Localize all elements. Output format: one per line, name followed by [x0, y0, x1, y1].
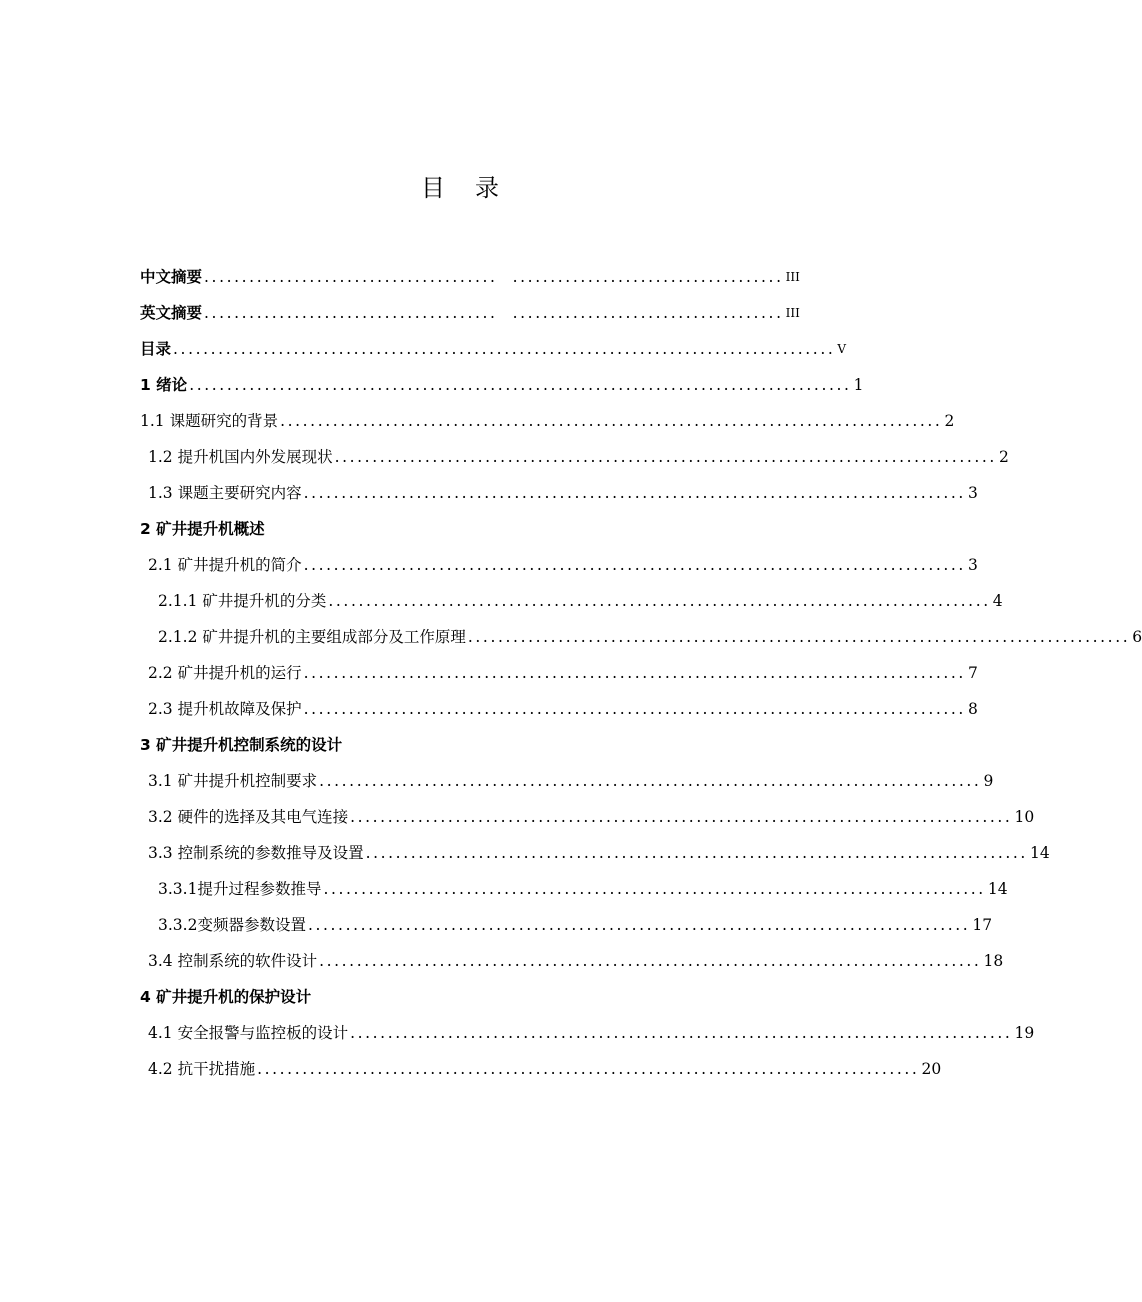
toc-entry-3-4[interactable] [148, 942, 1004, 972]
toc-entry-1-3[interactable] [148, 474, 978, 504]
toc-entry-ch3[interactable] [140, 726, 780, 756]
toc-entry-page: 8 [967, 700, 978, 718]
toc-entry-label: 2.3 提升机故障及保护 [148, 700, 302, 718]
toc-entry-label: 3.2 硬件的选择及其电气连接 [148, 808, 349, 826]
toc-entry-page: 2 [944, 412, 955, 430]
toc-leader-dots: ........................................................................................ [280, 412, 943, 430]
toc-entry-4-1[interactable] [148, 1014, 1035, 1044]
toc-entry-label: 2.1.1 矿井提升机的分类 [158, 592, 327, 610]
toc-entry-page: III [785, 306, 800, 320]
toc-entry-1-1[interactable] [140, 402, 955, 432]
toc-entry-label: 3 矿井提升机控制系统的设计 [140, 736, 343, 754]
toc-entry-ch1[interactable] [140, 366, 864, 396]
toc-entry-4-2[interactable] [148, 1050, 942, 1080]
toc-leader-dots: ........................................................................................ [350, 808, 1013, 826]
toc-leader-dots: ........................................................................................ [319, 952, 982, 970]
toc-entry-label: 2.1 矿井提升机的简介 [148, 556, 302, 574]
toc-entry-page: V [837, 342, 847, 356]
toc-entry-page: 6 [1132, 628, 1142, 646]
toc-entry-3-1[interactable] [148, 762, 994, 792]
toc-leader-dots: ........................................................................................ [350, 1024, 1013, 1042]
toc-leader-dots: ........................................................................................ [303, 556, 966, 574]
toc-entry-label: 1.1 课题研究的背景 [140, 412, 279, 430]
toc-entry-label: 3.3.2变频器参数设置 [158, 916, 306, 934]
toc-leader-dots: ........................................................................................ [303, 664, 966, 682]
toc-leader-dots: ........................................................................................ [307, 916, 971, 934]
toc-entry-label: 目录 [140, 340, 172, 358]
toc-entry-label: 2.1.2 矿井提升机的主要组成部分及工作原理 [158, 628, 466, 646]
toc-entry-page: 14 [1029, 844, 1050, 862]
toc-entry-label: 3.4 控制系统的软件设计 [148, 952, 318, 970]
toc-leader-dots: ........................................................................................ [303, 484, 966, 502]
toc-entry-label: 1.3 课题主要研究内容 [148, 484, 302, 502]
page-title [0, 168, 920, 203]
toc-entry-page: 10 [1014, 808, 1035, 826]
toc-leader-dots: ........................................................................................ [467, 628, 1131, 646]
toc-leader-dots: ........................................................................................ [189, 376, 852, 394]
toc-entry-ch4[interactable] [140, 978, 780, 1008]
toc-entry-contents[interactable] [140, 330, 847, 360]
toc-entry-page: III [785, 270, 800, 284]
toc-entry-label: 1 绪论 [140, 376, 188, 394]
toc-entry-label: 3.3 控制系统的参数推导及设置 [148, 844, 364, 862]
toc-entry-label: 英文摘要 [140, 304, 203, 322]
toc-entry-page: 18 [983, 952, 1004, 970]
toc-entry-3-2[interactable] [148, 798, 1035, 828]
toc-leader-dots: ........................................................................................ [323, 880, 986, 898]
toc-entry-2-3[interactable] [148, 690, 978, 720]
toc-entry-page: 3 [967, 556, 978, 574]
toc-entry-2-1[interactable] [148, 546, 978, 576]
toc-entry-label: 4 矿井提升机的保护设计 [140, 988, 312, 1006]
toc-entry-page: 19 [1014, 1024, 1035, 1042]
toc-entry-label: 3.3.1提升过程参数推导 [158, 880, 322, 898]
toc-leader-dots: ........................................................................................ [328, 592, 991, 610]
toc-entry-page: 7 [967, 664, 978, 682]
toc-entry-page: 14 [987, 880, 1008, 898]
toc-entry-page: 17 [972, 916, 993, 934]
toc-leader-dots: ........................................................................................ [319, 772, 982, 790]
toc-entry-label: 4.2 抗干扰措施 [148, 1060, 256, 1078]
toc-entry-page: 3 [967, 484, 978, 502]
toc-entry-chinese-abstract[interactable] [140, 258, 800, 288]
toc-entry-ch2[interactable] [140, 510, 780, 540]
toc-entry-page: 2 [998, 448, 1009, 466]
toc-entry-page: 4 [992, 592, 1003, 610]
toc-entry-label: 2 矿井提升机概述 [140, 520, 265, 538]
toc-leader-dots: ........................................................................................ [365, 844, 1028, 862]
toc-leader-dots: ........................................................................................ [173, 340, 836, 358]
toc-entry-page: 9 [983, 772, 994, 790]
toc-entry-page: 20 [921, 1060, 942, 1078]
toc-entry-3-3-2[interactable] [158, 906, 993, 936]
toc-leader-dots: ........................................................................................ [257, 1060, 920, 1078]
page-title-char-1: 目 [421, 174, 445, 202]
toc-entry-label: 1.2 提升机国内外发展现状 [148, 448, 333, 466]
toc-entry-3-3-1[interactable] [158, 870, 1008, 900]
toc-entry-2-2[interactable] [148, 654, 978, 684]
toc-entry-1-2[interactable] [148, 438, 1009, 468]
toc-entry-3-3[interactable] [148, 834, 1050, 864]
toc-entry-english-abstract[interactable] [140, 294, 800, 324]
toc-entry-2-1-1[interactable] [158, 582, 1003, 612]
toc-leader-dots: ....................................... .................................... [204, 268, 784, 286]
toc-entry-label: 3.1 矿井提升机控制要求 [148, 772, 318, 790]
toc-leader-dots: ........................................................................................ [334, 448, 997, 466]
page-title-char-2: 录 [475, 174, 499, 202]
toc-entry-label: 2.2 矿井提升机的运行 [148, 664, 302, 682]
toc-entry-page: 1 [853, 376, 864, 394]
toc-entry-label: 中文摘要 [140, 268, 203, 286]
toc-entry-2-1-2[interactable] [158, 618, 1142, 648]
toc-leader-dots: ........................................................................................ [303, 700, 966, 718]
toc-entry-label: 4.1 安全报警与监控板的设计 [148, 1024, 349, 1042]
toc-leader-dots: ....................................... .................................... [204, 304, 784, 322]
